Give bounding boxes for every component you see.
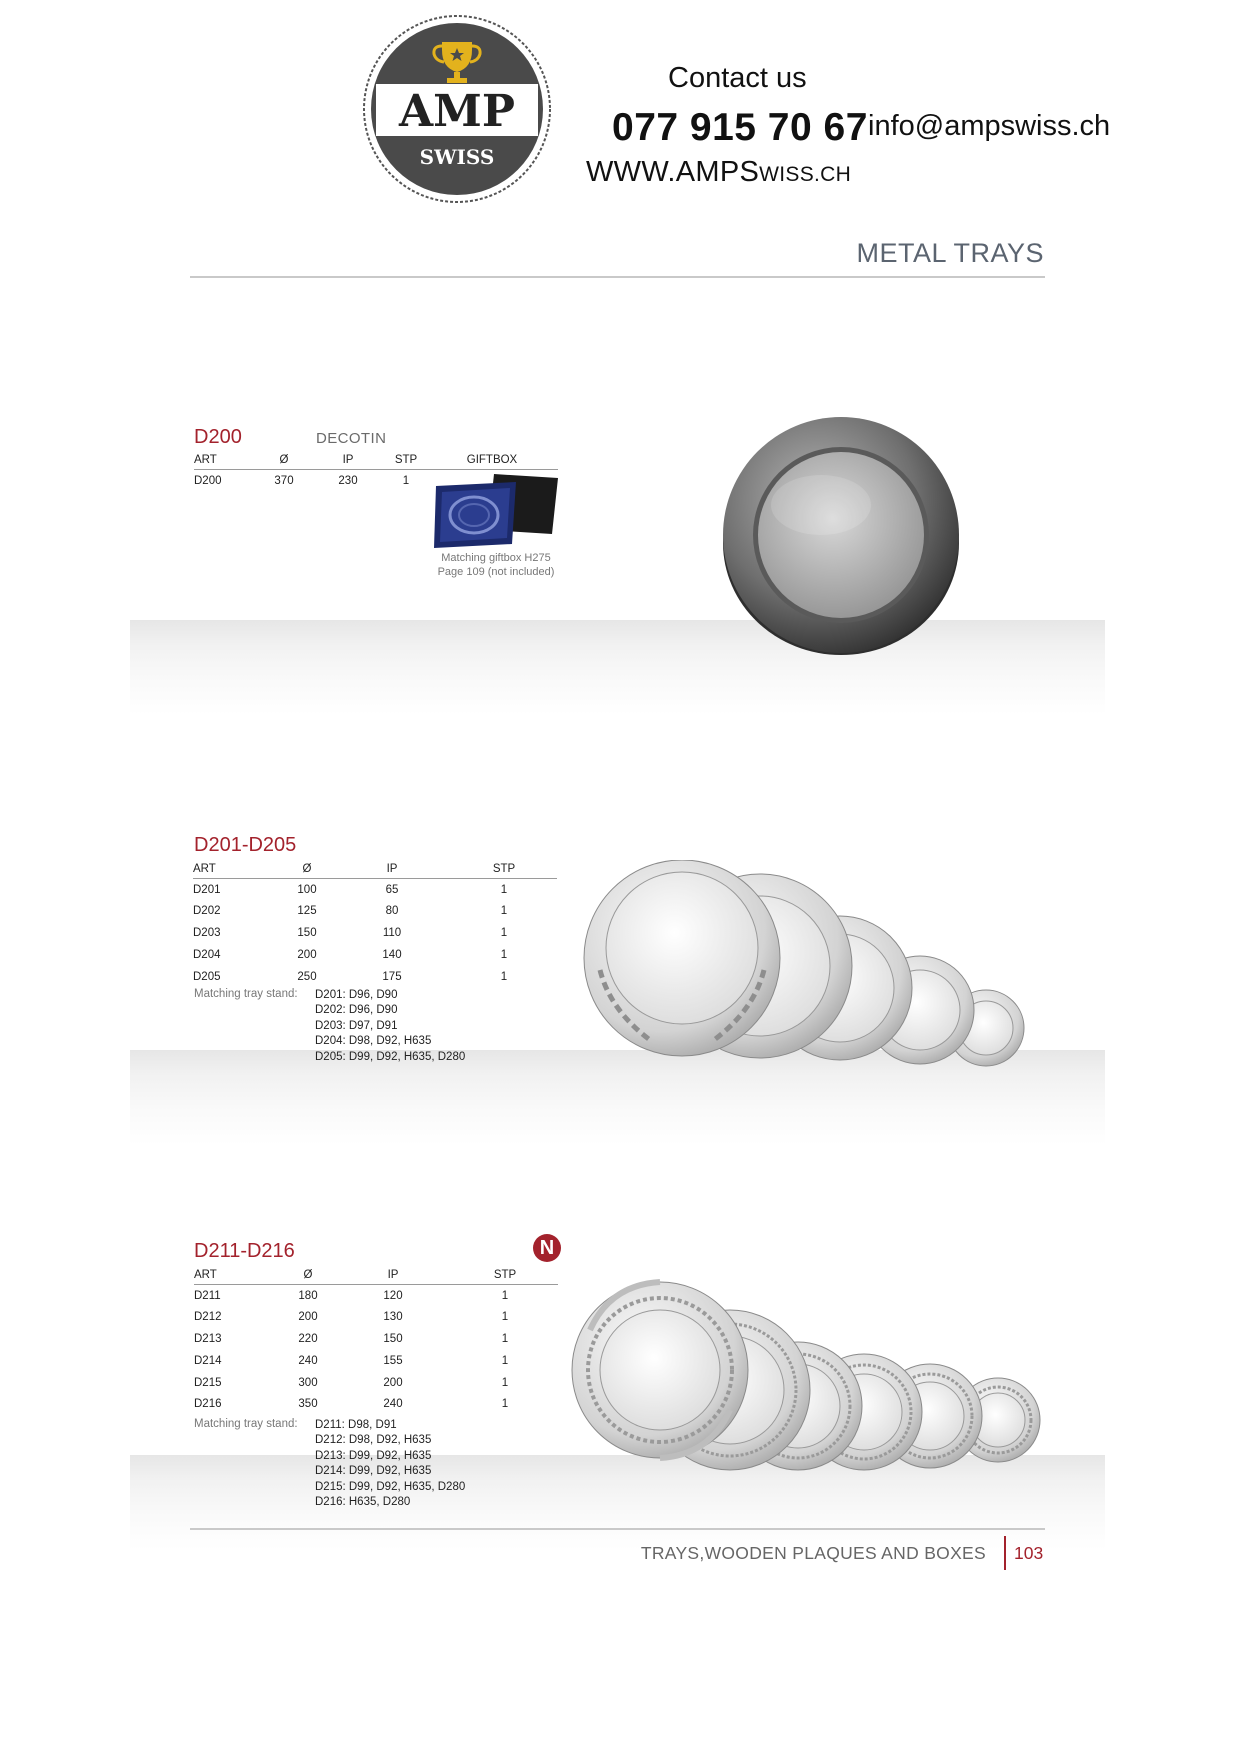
column-header-diameter: Ø bbox=[282, 1267, 334, 1285]
stand-item: D215: D99, D92, H635, D280 bbox=[315, 1480, 466, 1493]
cell-art: D205 bbox=[193, 970, 221, 983]
stand-item: D213: D99, D92, H635 bbox=[315, 1449, 432, 1462]
column-header-giftbox: GIFTBOX bbox=[426, 452, 558, 470]
cell-art: D216 bbox=[194, 1398, 222, 1411]
table-row bbox=[194, 1328, 558, 1350]
table-row bbox=[193, 900, 557, 922]
website-main-text: WWW.AMPS bbox=[586, 156, 760, 188]
table-row bbox=[194, 1372, 558, 1394]
cell-stp: 1 bbox=[501, 1289, 509, 1302]
contact-phone[interactable]: 077 915 70 67 bbox=[612, 106, 868, 149]
giftbox-note-line2: Page 109 (not included) bbox=[437, 566, 555, 578]
cell-ip: 120 bbox=[383, 1289, 403, 1302]
table-row bbox=[193, 922, 557, 944]
cell-diameter: 300 bbox=[298, 1376, 318, 1389]
cell-ip: 80 bbox=[385, 905, 399, 918]
product-code-d201: D201-D205 bbox=[194, 834, 297, 856]
product-code-d211: D211-D216 bbox=[194, 1240, 295, 1262]
table-row bbox=[194, 1350, 558, 1372]
cell-diameter: 350 bbox=[298, 1398, 318, 1411]
stand-item: D214: D99, D92, H635 bbox=[315, 1465, 432, 1478]
page-title: METAL TRAYS bbox=[856, 238, 1044, 268]
cell-diameter: 180 bbox=[298, 1289, 318, 1302]
column-header-art: ART bbox=[194, 1267, 282, 1285]
cell-stp: 1 bbox=[500, 948, 508, 961]
giftbox-note bbox=[424, 551, 568, 579]
tray-image-d200 bbox=[716, 410, 966, 660]
footer-divider bbox=[190, 1528, 1045, 1530]
cell-ip: 110 bbox=[382, 926, 402, 939]
column-header-stp: STP bbox=[386, 452, 426, 470]
cell-stp: 1 bbox=[501, 1354, 509, 1367]
cell-diameter: 200 bbox=[298, 1311, 318, 1324]
stand-item: D201: D96, D90 bbox=[315, 989, 398, 1001]
tray-image-d201-d205 bbox=[578, 860, 1058, 1080]
table-row bbox=[193, 944, 557, 966]
column-header-stp: STP bbox=[452, 1267, 558, 1285]
cell-art: D215 bbox=[194, 1376, 222, 1389]
cell-ip: 130 bbox=[383, 1311, 403, 1324]
product-description-d200: DECOTIN bbox=[316, 430, 387, 447]
cell-stp: 1 bbox=[501, 1332, 509, 1345]
stand-item: D211: D98, D91 bbox=[315, 1419, 397, 1431]
cell-art: D201 bbox=[193, 883, 221, 896]
stand-label-d201: Matching tray stand: bbox=[194, 988, 298, 1000]
table-row bbox=[194, 1393, 558, 1415]
stand-item: D204: D98, D92, H635 bbox=[315, 1035, 432, 1048]
cell-ip: 230 bbox=[338, 474, 358, 487]
cell-art: D212 bbox=[194, 1311, 222, 1324]
giftbox-note-line1: Matching giftbox H275 bbox=[441, 552, 551, 564]
logo-sub-text: SWISS bbox=[419, 145, 495, 169]
cell-art: D211 bbox=[194, 1289, 221, 1302]
cell-stp: 1 bbox=[402, 474, 410, 487]
tray-d201 bbox=[584, 860, 780, 1056]
table-row bbox=[194, 1306, 558, 1328]
cell-stp: 1 bbox=[500, 883, 508, 896]
footer-section-title: TRAYS,WOODEN PLAQUES AND BOXES bbox=[640, 1543, 986, 1563]
footer-separator bbox=[1004, 1536, 1006, 1570]
stand-list-d201 bbox=[315, 988, 465, 1065]
new-badge: N bbox=[533, 1234, 561, 1262]
cell-ip: 175 bbox=[382, 970, 402, 983]
cell-ip: 150 bbox=[383, 1332, 403, 1345]
cell-stp: 1 bbox=[500, 970, 508, 983]
cell-ip: 140 bbox=[382, 948, 402, 961]
page-number: 103 bbox=[1014, 1543, 1044, 1563]
stand-label-d211: Matching tray stand: bbox=[194, 1418, 298, 1430]
tray-image-d211-d216 bbox=[570, 1270, 1060, 1480]
cell-art: D213 bbox=[194, 1332, 222, 1345]
cell-ip: 240 bbox=[383, 1398, 403, 1411]
contact-email[interactable]: info@ampswiss.ch bbox=[868, 110, 1111, 142]
stand-item: D202: D96, D90 bbox=[315, 1004, 398, 1017]
stand-list-d211 bbox=[315, 1418, 465, 1510]
logo-brand-text: AMP bbox=[399, 86, 515, 137]
column-header-ip: IP bbox=[334, 1267, 452, 1285]
cell-diameter: 200 bbox=[297, 948, 317, 961]
cell-diameter: 250 bbox=[297, 970, 317, 983]
contact-title: Contact us bbox=[668, 62, 807, 94]
table-row bbox=[193, 879, 557, 901]
cell-art: D202 bbox=[193, 905, 221, 918]
cell-stp: 1 bbox=[501, 1398, 509, 1411]
cell-stp: 1 bbox=[500, 926, 508, 939]
column-header-ip: IP bbox=[333, 861, 451, 879]
column-header-diameter: Ø bbox=[258, 452, 310, 470]
amp-swiss-logo bbox=[362, 14, 552, 204]
cell-stp: 1 bbox=[500, 905, 508, 918]
cell-diameter: 100 bbox=[297, 883, 317, 896]
giftbox-image bbox=[432, 472, 560, 550]
cell-art: D214 bbox=[194, 1354, 222, 1367]
contact-website[interactable] bbox=[586, 156, 851, 189]
spec-table-d201 bbox=[193, 861, 557, 987]
column-header-diameter: Ø bbox=[281, 861, 333, 879]
cell-stp: 1 bbox=[501, 1376, 509, 1389]
product-code-d200: D200 bbox=[194, 426, 242, 448]
header-divider bbox=[190, 276, 1045, 278]
column-header-ip: IP bbox=[310, 452, 386, 470]
spec-table-d211 bbox=[194, 1267, 558, 1415]
stand-item: D205: D99, D92, H635, D280 bbox=[315, 1050, 466, 1063]
table-row bbox=[194, 1285, 558, 1307]
cell-ip: 65 bbox=[385, 883, 399, 896]
cell-art: D200 bbox=[194, 474, 222, 487]
cell-diameter: 370 bbox=[274, 474, 294, 487]
tray-d211 bbox=[572, 1282, 748, 1458]
table-row bbox=[193, 966, 557, 988]
cell-art: D204 bbox=[193, 948, 221, 961]
cell-diameter: 220 bbox=[298, 1332, 318, 1345]
column-header-art: ART bbox=[194, 452, 258, 470]
website-small-text: WISS.CH bbox=[759, 163, 852, 186]
stand-item: D212: D98, D92, H635 bbox=[315, 1434, 432, 1447]
cell-ip: 155 bbox=[383, 1354, 403, 1367]
column-header-stp: STP bbox=[451, 861, 557, 879]
stand-item: D216: H635, D280 bbox=[315, 1496, 411, 1509]
column-header-art: ART bbox=[193, 861, 281, 879]
cell-stp: 1 bbox=[501, 1311, 509, 1324]
stand-item: D203: D97, D91 bbox=[315, 1019, 398, 1032]
cell-diameter: 240 bbox=[298, 1354, 318, 1367]
cell-art: D203 bbox=[193, 926, 221, 939]
cell-ip: 200 bbox=[383, 1376, 403, 1389]
cell-diameter: 125 bbox=[297, 905, 317, 918]
cell-diameter: 150 bbox=[297, 926, 317, 939]
